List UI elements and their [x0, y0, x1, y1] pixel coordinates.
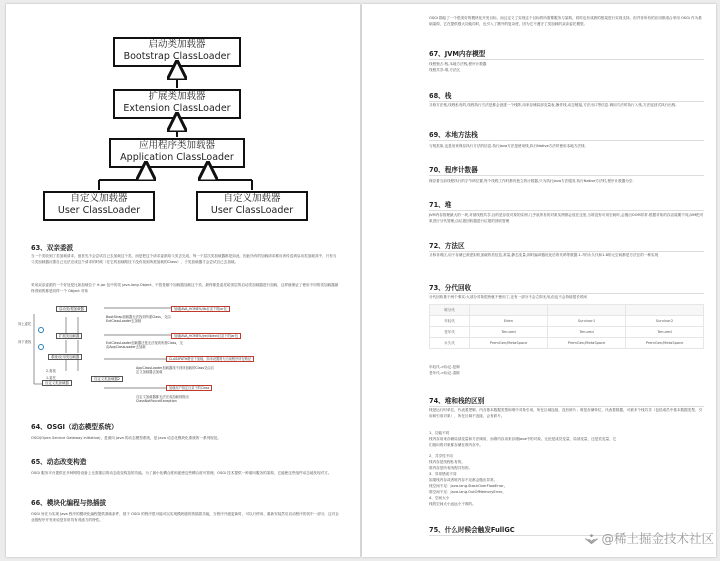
- section-64-para: OSGi(Open Service Gateway Initiative)，是面向 Java 的动态模型系统，是 Java 动态化模块化系统的一系列规范。: [31, 436, 221, 440]
- flow-note-7: 加载用户指定目录下的Class: [166, 385, 212, 391]
- section-66-para: OSGi 旨在为实现 Java 程序的模块化编程提供基础条件，基于 OSGi 的程序很可能可以实现模块级的热插拔功能，当程序升级更新时，可以只停用、重新安装然后启动程序的其中一部分，这对企业级程序开发来说是非常具有诱惑力的特性。: [31, 512, 339, 522]
- bootstrap-en-label: Bootstrap ClassLoader: [123, 51, 231, 62]
- section-74-item-2: 栈内存用来存储局部变量和方法调用，而堆内存用来存储Java中的对象。无论是成员变量，局部变量，还是类变量，它们指向的对象都存储在堆内存中。: [429, 437, 617, 447]
- section-74-item-7: 如果栈内存或者堆内存不足都会抛出异常。: [429, 478, 498, 482]
- flow-label-down: 向下查找: [18, 340, 32, 344]
- flow-note-6: AppClassLoader加载器找不到所加载的Class交由自定义加载器去加载: [136, 366, 214, 375]
- flow-label-up: 向上委托: [18, 322, 32, 326]
- flow-box-custom2: 自定义类加载器2: [91, 376, 123, 382]
- section-74-item-5: 堆内存是所有线程共有的。: [429, 466, 473, 470]
- section-72-para: 又称非堆区,用于存储已被虚拟机加载的类信息,常量,静态变量,即时编译器优化后的代码等数据.1.7的永久代和1.8的元空间都是方法区的一种实现: [429, 253, 659, 257]
- flow-label-look: 2.查找: [46, 369, 56, 373]
- section-75-title: 75、什么时候会触发FullGC: [429, 526, 515, 534]
- flow-note-1: 加载JAVA_HOME%/lib目录下的jar包: [171, 306, 230, 312]
- table-cell: PremGen/MetaSpace: [470, 338, 548, 349]
- section-72-title: 72、方法区: [429, 242, 465, 250]
- section-74-item-10: 4、空间大小: [429, 496, 450, 500]
- flow-box-bootstrap: 启动类/根加载器: [56, 306, 87, 312]
- section-74-item-6: 3、异常错误不同: [429, 472, 457, 476]
- table-cell: Tenured: [470, 327, 548, 338]
- section-71-divider: [429, 210, 704, 211]
- section-73-para: 分代回收基于两个事实:大部分对象很快就不使用了,还有一部分不会立即无用,但也不会持续很长时间: [429, 295, 588, 299]
- bootstrap-cn-label: 启动类加载器: [148, 39, 206, 50]
- osgi-intro-para: OSGi 描绘了一个很美好的模块化开发目标，而且定义了实现这个目标的所需要服务与架构，同时也有成熟的框架进行实现支持。但并非所有的应用都适合采用 OSGi 作为基础架构，它在提供强大功能同时，也引入了额外的复杂度，因为它不遵守了类加载的双亲委托模型。: [429, 16, 702, 26]
- table-row: [430, 316, 704, 327]
- section-73-after-2: 老年代->标记-清除: [429, 371, 460, 375]
- section-74-item-11: 栈的空间大小远远小于堆的。: [429, 502, 476, 506]
- table-cell: Survivor1: [548, 316, 626, 327]
- section-70-para: 保存着当前线程执行的字节码位置,每个线程工作时都有独立的计数器,只为执行Java方法服务,执行Native方法时,程序计数器为空.: [429, 179, 634, 183]
- section-63-para-1: 当一个类收到了类加载请求，他首先不会尝试自己去加载这个类，而是把这个请求委派给父类去完成，每一个层次类加载器都是如此，因此所有的加载请求都应该传送到启动类加载其中，只有当父类加载器反馈自己无法完成这个请求的时候（在它的加载路径下没有找到所需加载的Class），子类加载器才会尝试自己去加载。: [31, 254, 337, 264]
- watermark: [585, 529, 714, 547]
- section-74-item-4: 栈内存是线程私有的。: [429, 460, 465, 464]
- section-71-title: 71、堆: [429, 201, 452, 209]
- section-69-divider: [429, 140, 704, 141]
- user1-en-label: User ClassLoader: [57, 205, 141, 216]
- section-74-intro: 栈是运行时单位，代表着逻辑，内含基本数据类型和堆中对象引用，所在区域连续，没有碎片；堆是存储单位，代表着数据，可被多个栈共享（包括成员中基本数据类型、引用和引用对象），所在区域不连续，会有碎片。: [429, 408, 703, 418]
- table-row-label: 年轻代: [430, 316, 470, 327]
- user1-cn-label: 自定义加载器: [70, 193, 128, 204]
- section-67-line-2: 线程共享:堆,方法区: [429, 68, 461, 72]
- table-row: [430, 305, 704, 316]
- section-73-divider: [429, 293, 704, 294]
- section-67-line-1: 线程独占:栈,本地方法栈,程序计数器: [429, 62, 487, 66]
- section-74-item-9: 堆空间不足：java.lang.OutOfMemoryError。: [429, 490, 506, 494]
- table-cell: Eden: [470, 316, 548, 327]
- section-71-para: JVM内存管理最大的一块,对被线程共享,目的是存放对象的实例,几乎欲所有的对象实例都会放在这里,当堆没有可用空间时,会抛出OOM异常.根据对象的存活周期不同,JVM把对象进行分代管理,由垃圾回收器进行垃圾的回收管理: [429, 213, 704, 223]
- flow-note-8: 自定义加载器都无法完成加载则抛出ClassNotFoundException: [136, 395, 189, 404]
- table-cell: PremGen/MetaSpace: [548, 338, 626, 349]
- right-page: [362, 4, 716, 557]
- table-row: [430, 338, 704, 349]
- section-63-para-2: 采用双亲委派的一个好处是比如加载位于 rt.jar 包中的类 java.lang.Object，不管是哪个加载器加载这个类，最终都是委托给顶层的启动类加载器进行加载，这样就保证了使用不同的类加载器最终得到的都是同样一个 Object 对象: [31, 283, 339, 293]
- section-69-para: 与栈类似,也是用来保存执行方法的信息.执行Java方法是使用栈,执行Native方法时使用本地方法栈.: [429, 144, 586, 148]
- table-cell: Survivor2: [626, 316, 704, 327]
- section-63-title: 63、双亲委派: [31, 244, 74, 252]
- section-67-divider: [429, 59, 704, 60]
- application-en-label: Application ClassLoader: [120, 152, 234, 163]
- flow-note-5: CLASSPATH路径下加载，如未设置则为当前程序所在路径: [166, 356, 254, 362]
- flow-box-app: 系统/应用类加载器: [48, 354, 82, 360]
- table-cell: Tenured: [626, 327, 704, 338]
- section-69-title: 69、本地方法栈: [429, 131, 478, 139]
- section-74-item-8: 栈空间不足：java.lang.StackOverFlowError。: [429, 484, 508, 488]
- generation-table: [429, 304, 704, 349]
- section-74-item-3: 2、共享性不同: [429, 454, 453, 458]
- section-70-divider: [429, 175, 704, 176]
- section-68-title: 68、栈: [429, 92, 452, 100]
- watermark-text: @稀土掘金技术社区: [601, 531, 714, 546]
- section-68-para: 又称方法栈,线程私有的,线程执行方法是都会创建一个栈阵,用来存储局部变量表,操作栈,动态链接,方法出口等信息.调用方法时执行入栈,方法返回式执行出栈.: [429, 103, 677, 107]
- flow-label-ask: 1.委托: [46, 376, 56, 380]
- section-65-para: OSGi 服务平台提供在多种网络设备上无需重启的动态改变构造的功能。为了最小化耦合度和促使这些耦合度可管理，OSGi 技术提供一种面向服务的架构，它能使这些组件动态地发现对方。: [31, 471, 332, 475]
- user2-en-label: User ClassLoader: [210, 205, 294, 216]
- table-header-cell: 堆分代: [430, 305, 470, 316]
- left-page: [6, 4, 360, 557]
- section-74-divider: [429, 406, 704, 407]
- flow-note-2: BootStrap加载器无法找到所需Class，交由ExtClassLoader去加载: [106, 315, 171, 324]
- table-row-label: 老年代: [430, 327, 470, 338]
- section-73-after-1: 年轻代->标记-复制: [429, 365, 460, 369]
- flow-note-4: ExtClassLoader加载器还是无法找到所需Class，交由AppClassLoader去加载: [106, 341, 183, 350]
- user2-cn-label: 自定义加载器: [223, 193, 281, 204]
- section-73-title: 73、分代回收: [429, 284, 472, 292]
- section-74-title: 74、堆和栈的区别: [429, 397, 485, 405]
- flow-marker-2: [38, 344, 44, 350]
- extension-cn-label: 扩展类加载器: [148, 91, 206, 102]
- juejin-logo-icon: [585, 534, 598, 545]
- extension-en-label: Extension ClassLoader: [123, 103, 231, 114]
- table-cell: Tenured: [548, 327, 626, 338]
- section-64-title: 64、OSGI（动态模型系统）: [31, 423, 118, 431]
- table-cell: PremGen/MetaSpace: [626, 338, 704, 349]
- section-70-title: 70、程序计数器: [429, 166, 478, 174]
- section-67-title: 67、JVM内存模型: [429, 50, 486, 58]
- section-74-item-1: 1、功能不同: [429, 431, 450, 435]
- section-65-title: 65、动态改变构造: [31, 458, 87, 466]
- table-row-label: 永久代: [430, 338, 470, 349]
- flow-marker-1: [38, 327, 44, 333]
- section-66-title: 66、模块化编程与热插拔: [31, 499, 107, 507]
- flow-note-3: 加载JAVA_HOME%/jre/lib/ext目录下的jar包: [171, 333, 241, 339]
- flow-box-ext: 扩展类加载器: [56, 333, 82, 339]
- table-row: [430, 327, 704, 338]
- application-cn-label: 应用程序类加载器: [138, 140, 215, 151]
- section-72-divider: [429, 251, 704, 252]
- flow-box-custom1: 自定义类加载器: [42, 380, 72, 386]
- section-68-divider: [429, 101, 704, 102]
